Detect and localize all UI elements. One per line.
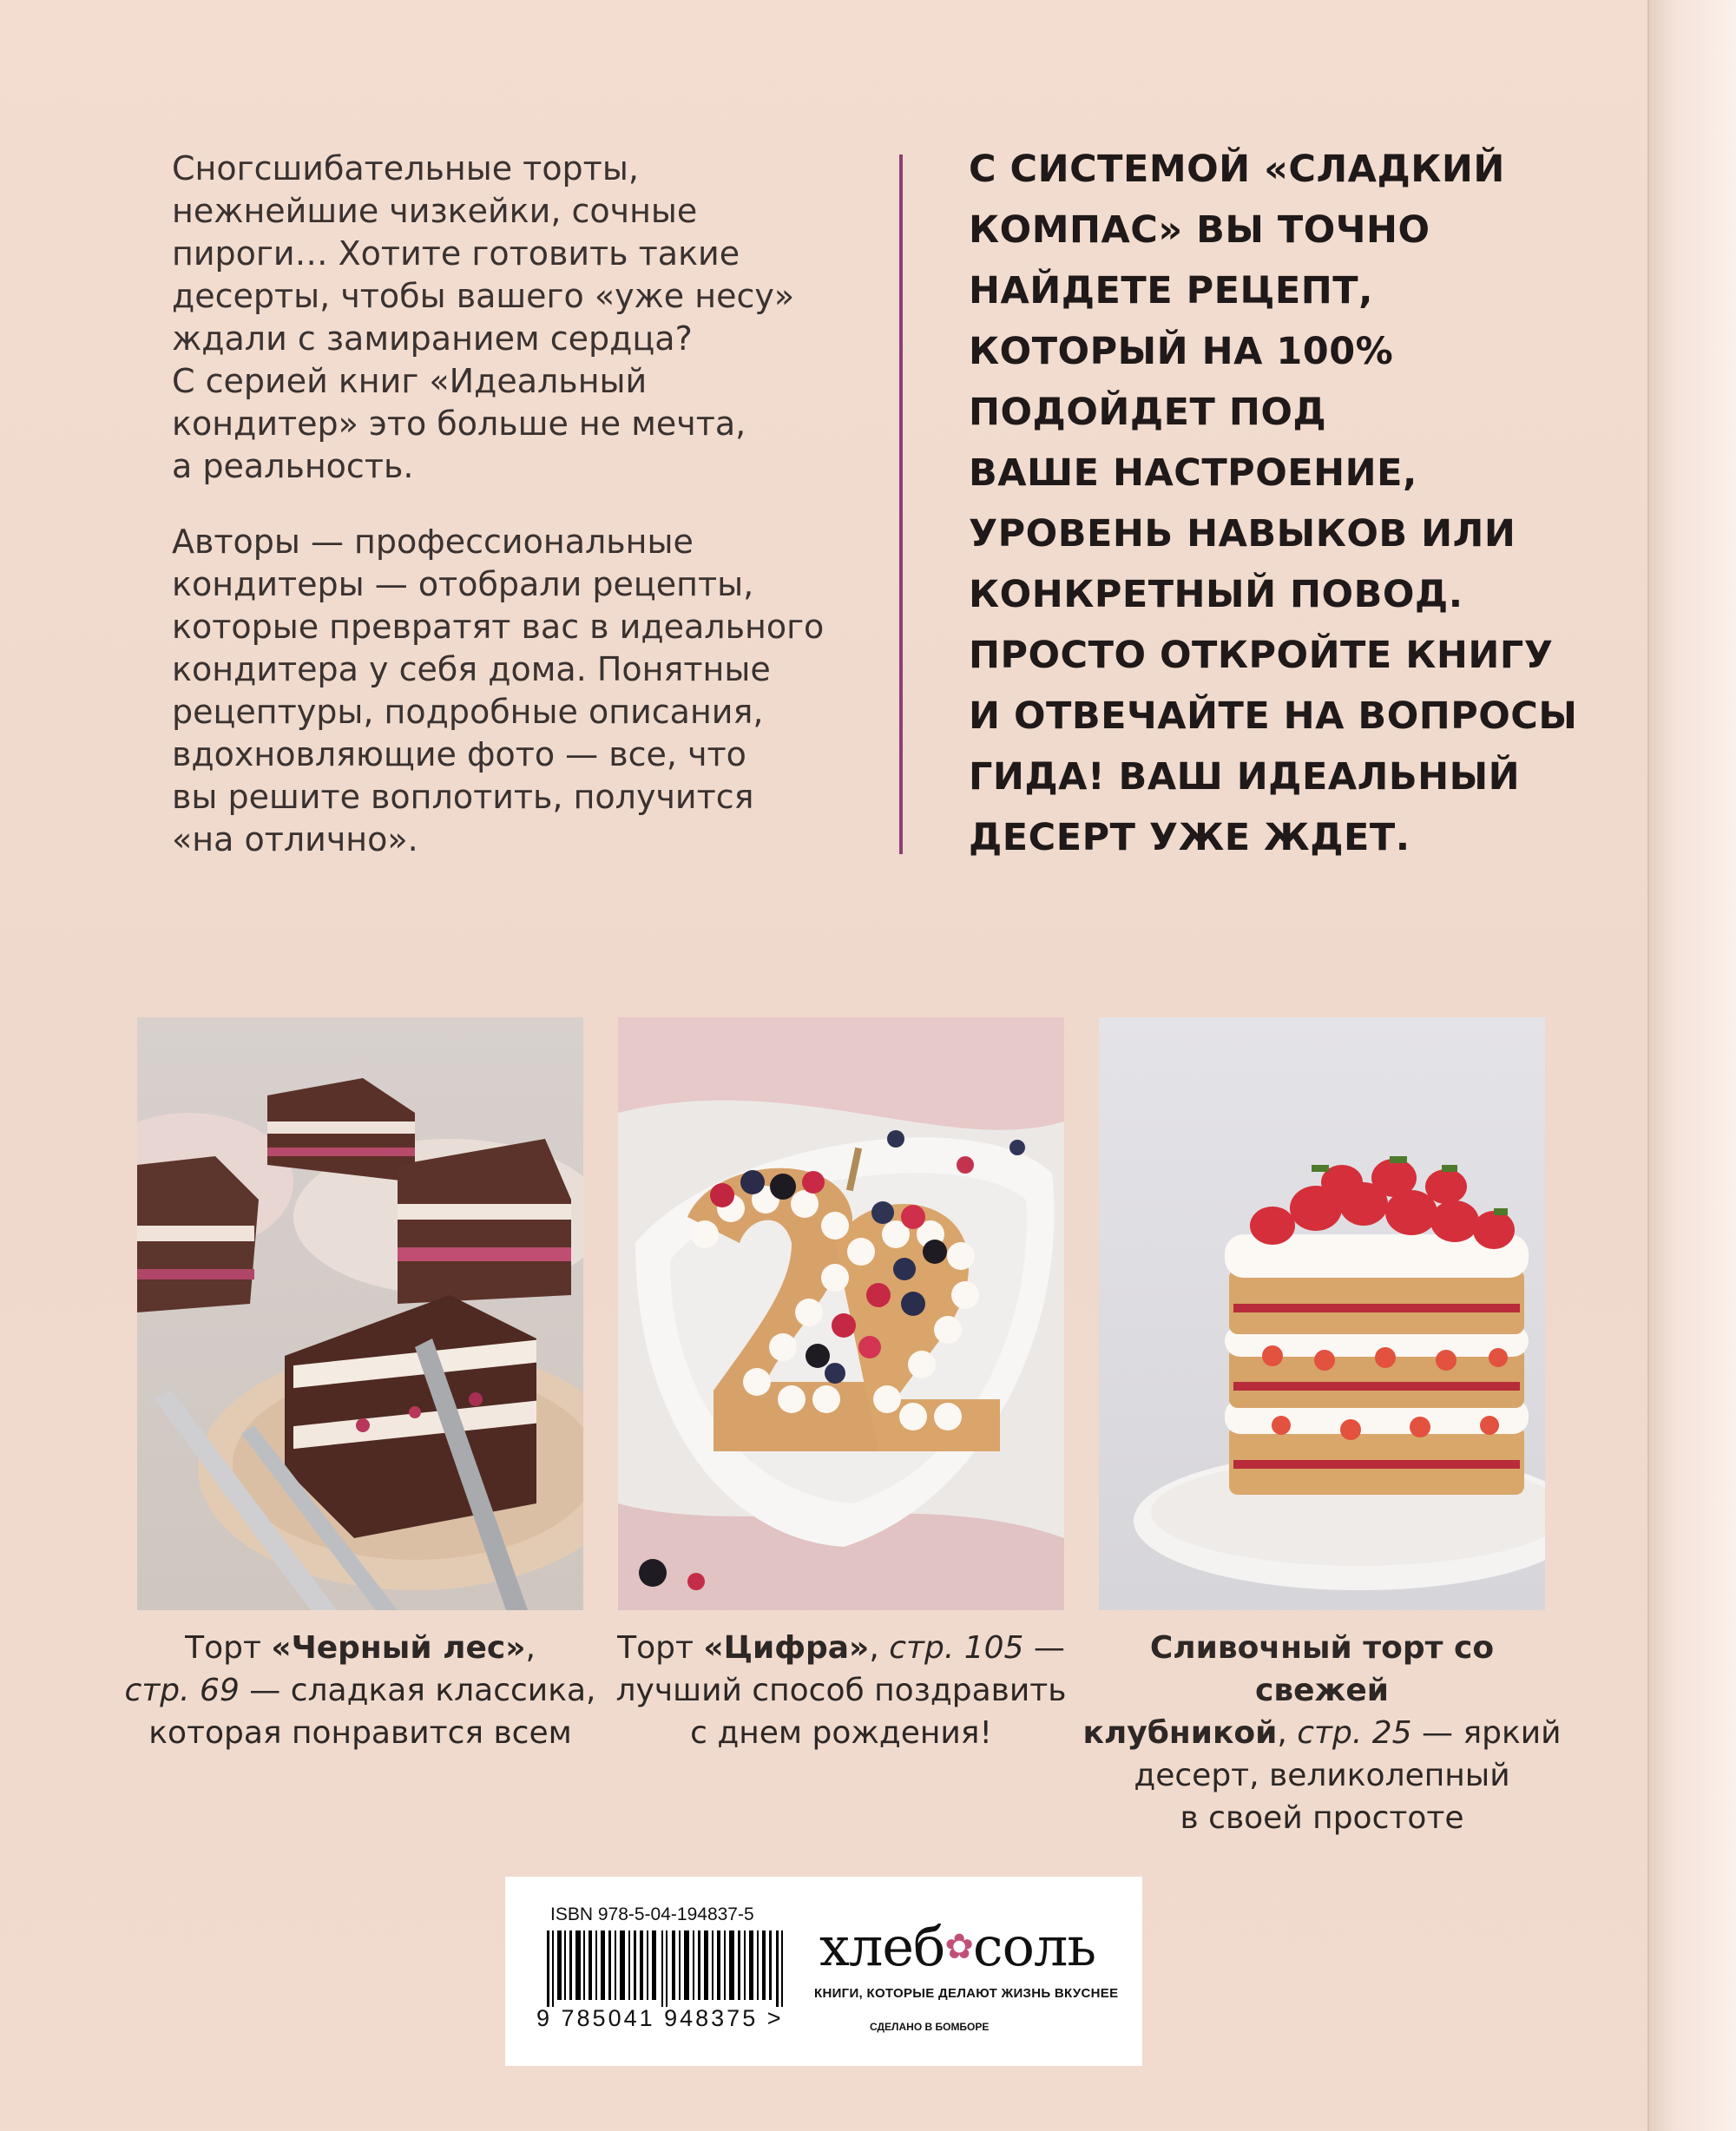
caption-1-text: Торт — [185, 1630, 272, 1666]
made-by-label: СДЕЛАНО В БОМБОРЕ — [870, 2021, 990, 2033]
photo-strawberry-cake — [1099, 1017, 1545, 1610]
caption-3-title-end: клубникой — [1082, 1715, 1278, 1751]
caption-strawberry-cake — [1079, 1627, 1565, 1839]
caption-1-line-2 — [117, 1669, 603, 1712]
barcode-panel — [505, 1877, 1142, 2066]
caption-black-forest — [117, 1627, 603, 1754]
caption-2-line-1 — [598, 1627, 1084, 1669]
book-spine-edge — [1647, 0, 1736, 2131]
publisher-logo — [819, 1915, 1095, 1978]
caption-1-desc: — сладкая классика, — [239, 1673, 596, 1708]
photo-number-cake — [618, 1017, 1064, 1610]
caption-3-line-3: десерт, великолепный — [1134, 1758, 1510, 1793]
caption-1-line-3: которая понравится всем — [148, 1715, 572, 1751]
caption-number-cake — [598, 1627, 1084, 1754]
caption-2-comma: , — [869, 1630, 890, 1666]
caption-3-line-1 — [1079, 1627, 1565, 1712]
intro-paragraph-1: Сногсшибательные торты, нежнейшие чизкейки, сочные пироги… Хотите готовить такие десерты, чтобы вашего «уже несу» ждали с замиранием сердца? С серией книг «Идеальный кондитер» это больше не мечта, а реальность. — [172, 149, 795, 485]
caption-2-dash: — — [1023, 1630, 1065, 1666]
intro-text — [172, 148, 884, 894]
caption-3-line-2 — [1079, 1712, 1565, 1754]
caption-2-page: стр. 105 — [889, 1630, 1024, 1666]
logo-text-right: соль — [972, 1915, 1096, 1978]
vertical-divider — [899, 155, 903, 854]
flower-icon: ✿ — [944, 1927, 973, 1967]
caption-1-comma: , — [525, 1630, 536, 1666]
caption-1-page: стр. 69 — [124, 1673, 240, 1708]
publisher-slogan: КНИГИ, КОТОРЫЕ ДЕЛАЮТ ЖИЗНЬ ВКУСНЕЕ — [814, 1986, 1119, 2001]
intro-paragraph-2: Авторы — профессиональные кондитеры — отобрали рецепты, которые превратят вас в идеального кондитера у себя дома. Понятные рецептуры, подробные описания, вдохновляющие фото — все, что вы решите воплотить, получится «на отлично». — [172, 523, 825, 858]
caption-2-text: Торт — [617, 1630, 704, 1666]
barcode-icon — [543, 1930, 795, 2007]
caption-2-line-3: с днем рождения! — [690, 1715, 992, 1751]
caption-3-title: Сливочный торт со свежей — [1149, 1630, 1495, 1708]
caption-3-page: стр. 25 — [1297, 1715, 1412, 1751]
caption-1-line-1 — [117, 1627, 603, 1669]
caption-1-title: «Черный лес» — [271, 1630, 526, 1666]
tagline-text: С СИСТЕМОЙ «СЛАДКИЙ КОМПАС» ВЫ ТОЧНО НАЙДЕТЕ РЕЦЕПТ, КОТОРЫЙ НА 100% ПОДОЙДЕТ ПОД ВАШЕ НАСТРОЕНИЕ, УРОВЕНЬ НАВЫКОВ ИЛИ КОНКРЕТНЫЙ ПОВОД. ПРОСТО ОТКРОЙТЕ КНИГУ И ОТВЕЧАЙТЕ НА ВОПРОСЫ ГИДА! ВАШ ИДЕАЛЬНЫЙ ДЕСЕРТ УЖЕ ЖДЕТ. — [969, 148, 1578, 859]
caption-3-desc: — яркий — [1411, 1715, 1562, 1751]
barcode-digits: 9 785041 948375 > — [536, 2005, 784, 2031]
photo-black-forest-cake — [137, 1017, 583, 1610]
caption-3-line-4: в своей простоте — [1180, 1800, 1464, 1836]
caption-2-line-2: лучший способ поздравить — [615, 1673, 1067, 1708]
caption-3-comma: , — [1277, 1715, 1298, 1751]
caption-2-title: «Цифра» — [703, 1630, 870, 1666]
logo-text-left: хлеб — [819, 1915, 945, 1978]
isbn-number: ISBN 978-5-04-194837-5 — [550, 1904, 754, 1924]
